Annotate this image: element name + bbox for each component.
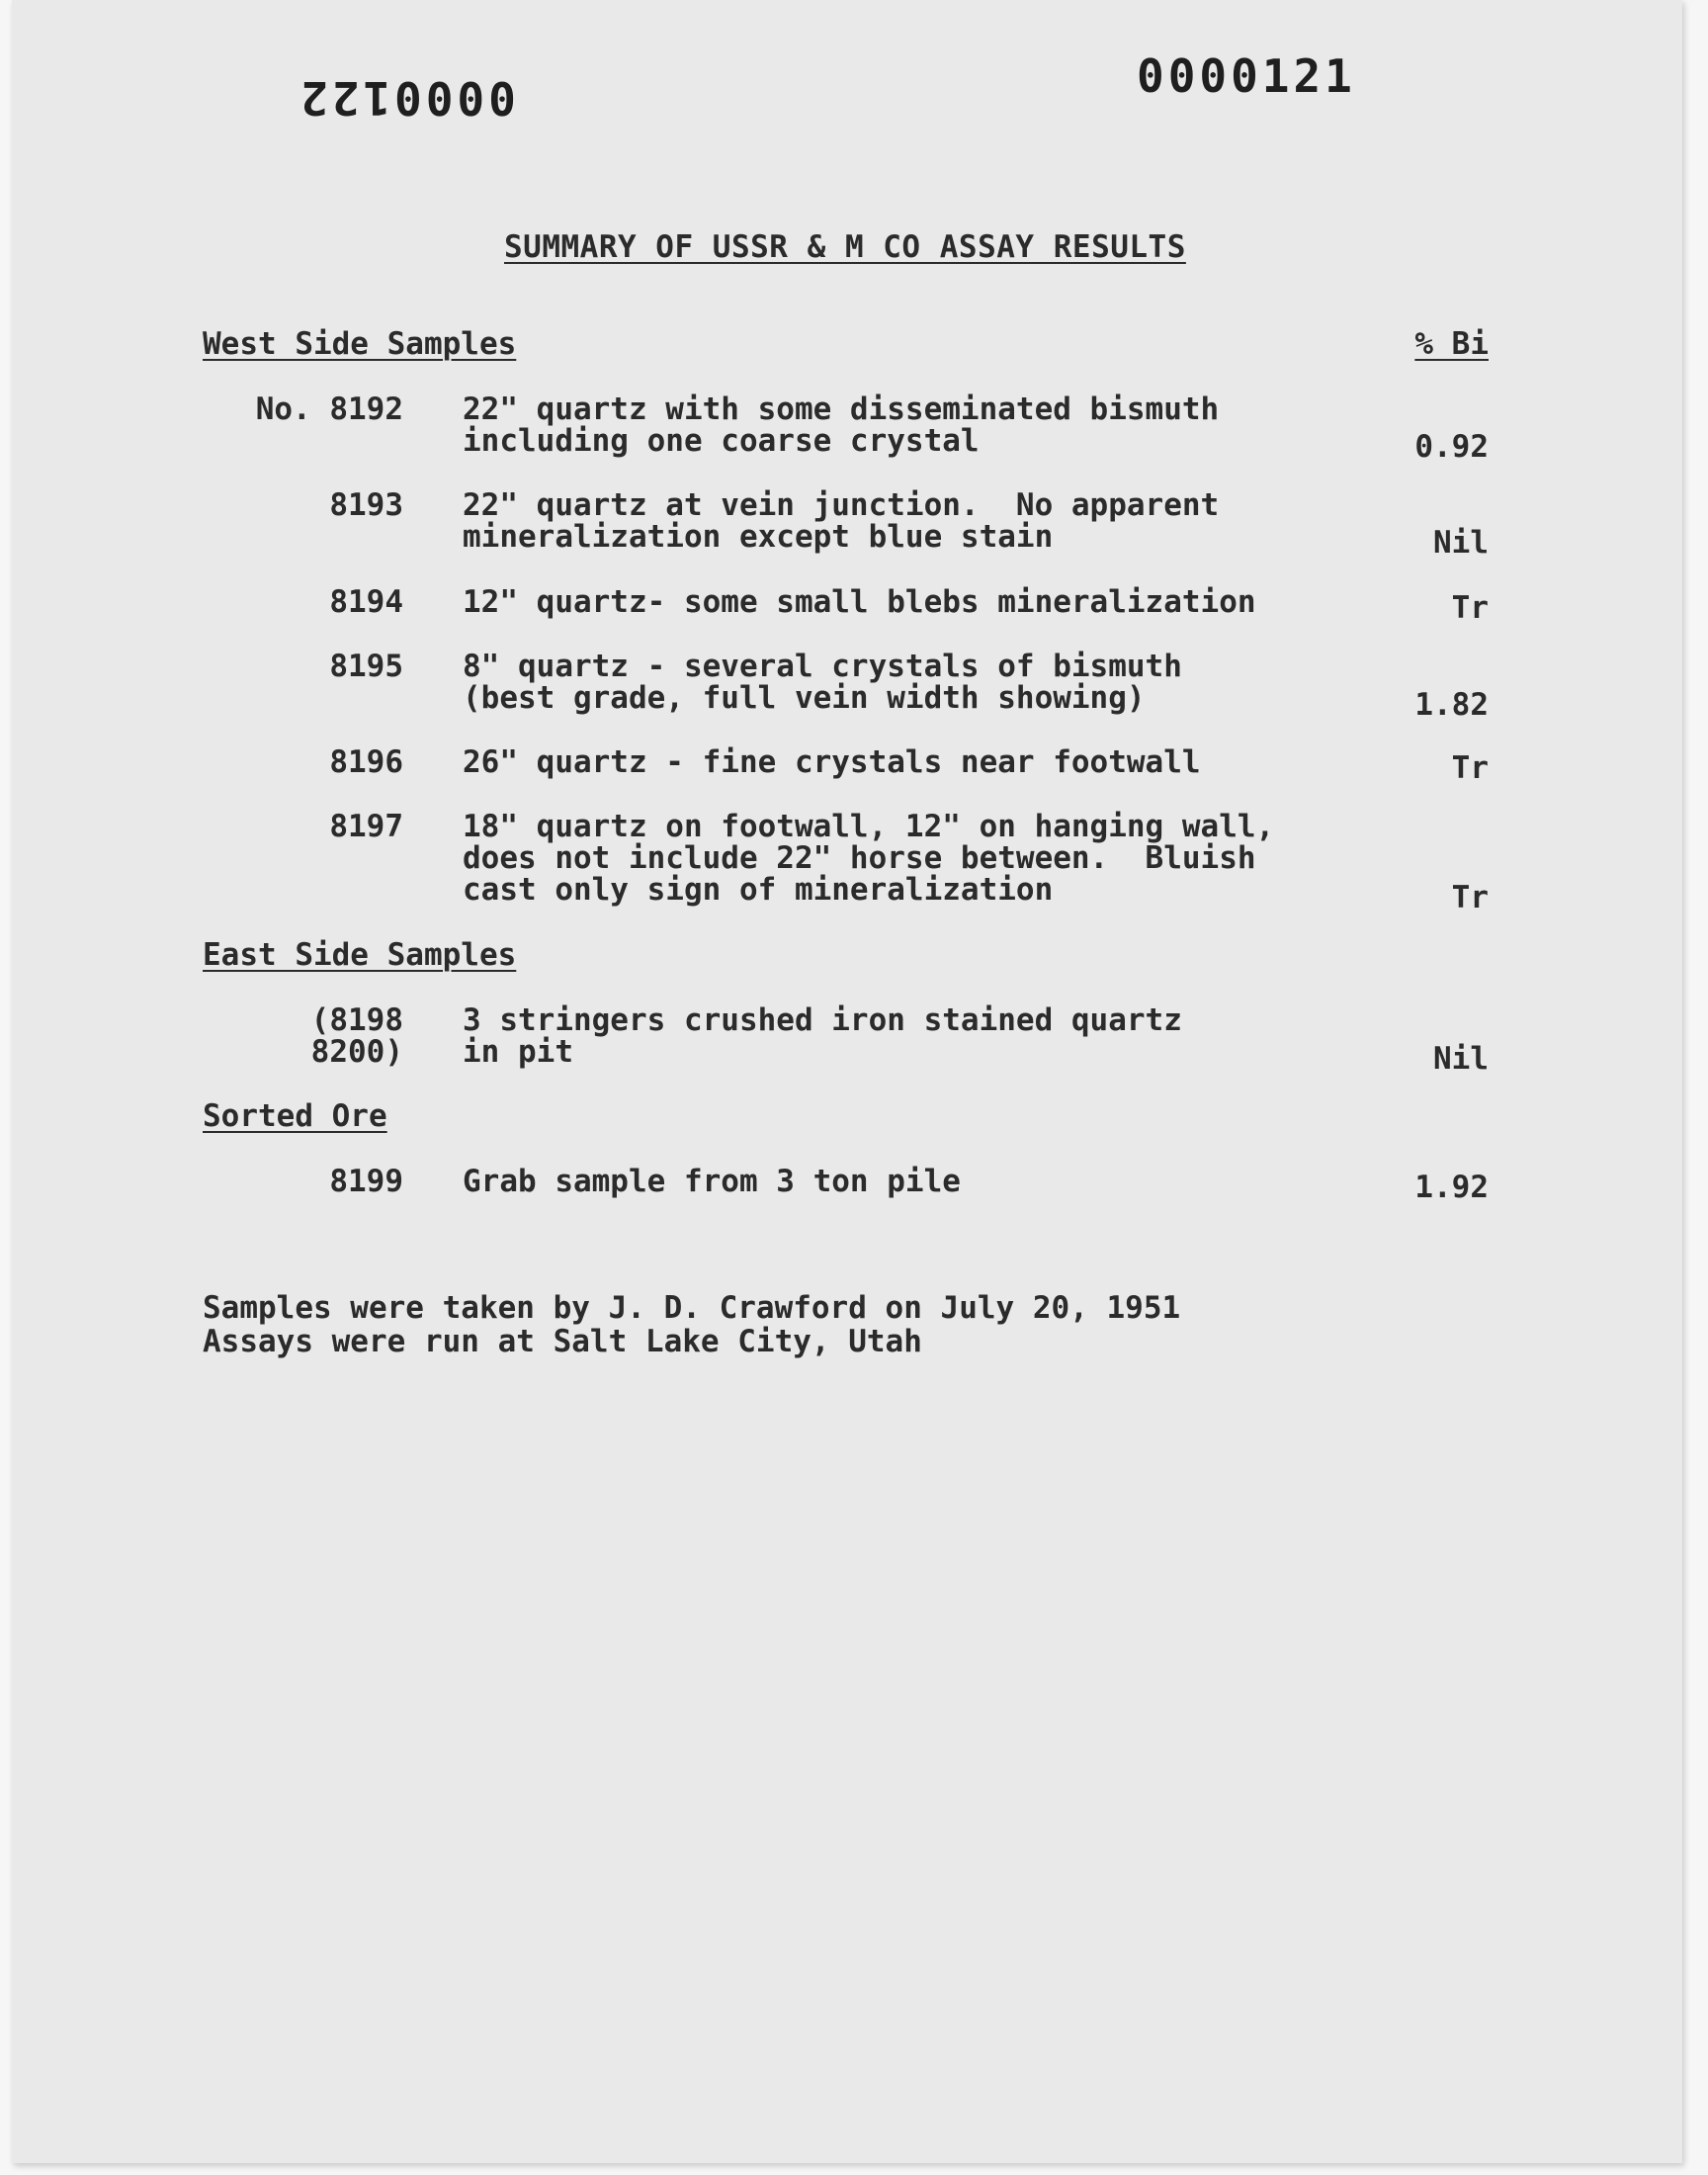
- section-heading-east: East Side Samples: [203, 937, 517, 973]
- bi-value: Nil: [1433, 1041, 1489, 1077]
- sample-number: 8199: [329, 1164, 403, 1199]
- sample-description: 8" quartz - several crystals of bismuth (best grade, full vein width showing): [463, 649, 1182, 716]
- footer-note: Samples were taken by J. D. Crawford on July 20, 1951 Assays were run at Salt Lake City, Utah: [203, 1290, 1181, 1359]
- page-stamp: 0000121: [1137, 49, 1356, 103]
- sample-number: (8198 8200): [310, 1002, 403, 1070]
- bi-value: 1.92: [1414, 1170, 1489, 1205]
- bi-value: Nil: [1433, 525, 1489, 561]
- page-stamp-inverted: 0000122: [297, 71, 516, 125]
- document-title: SUMMARY OF USSR & M CO ASSAY RESULTS: [504, 229, 1186, 265]
- sample-description: 18" quartz on footwall, 12" on hanging wall, does not include 22" horse between. Bluish cast only sign of mineralization: [463, 809, 1275, 908]
- section-heading-sorted: Sorted Ore: [203, 1098, 387, 1134]
- sample-description: 22" quartz at vein junction. No apparent mineralization except blue stain: [463, 487, 1220, 555]
- sample-description: 22" quartz with some disseminated bismuth including one coarse crystal: [463, 392, 1220, 459]
- column-heading-bi: % Bi: [1414, 326, 1489, 362]
- bi-value: Tr: [1451, 880, 1489, 915]
- sample-number: 8195: [329, 649, 403, 684]
- sample-description: 26" quartz - fine crystals near footwall: [463, 744, 1201, 780]
- sample-description: Grab sample from 3 ton pile: [463, 1164, 961, 1199]
- sample-number: 8196: [329, 744, 403, 780]
- sample-number: 8194: [329, 584, 403, 620]
- sample-number: No. 8192: [255, 392, 403, 427]
- bi-value: 1.82: [1414, 687, 1489, 723]
- sample-description: 12" quartz- some small blebs mineralization: [463, 584, 1256, 620]
- sample-description: 3 stringers crushed iron stained quartz in pit: [463, 1002, 1182, 1070]
- sample-number: 8193: [329, 487, 403, 523]
- bi-value: Tr: [1451, 590, 1489, 626]
- bi-value: Tr: [1451, 750, 1489, 786]
- sample-number: 8197: [329, 809, 403, 844]
- document-page: [12, 0, 1682, 2163]
- section-heading-west: West Side Samples: [203, 326, 517, 362]
- bi-value: 0.92: [1414, 429, 1489, 465]
